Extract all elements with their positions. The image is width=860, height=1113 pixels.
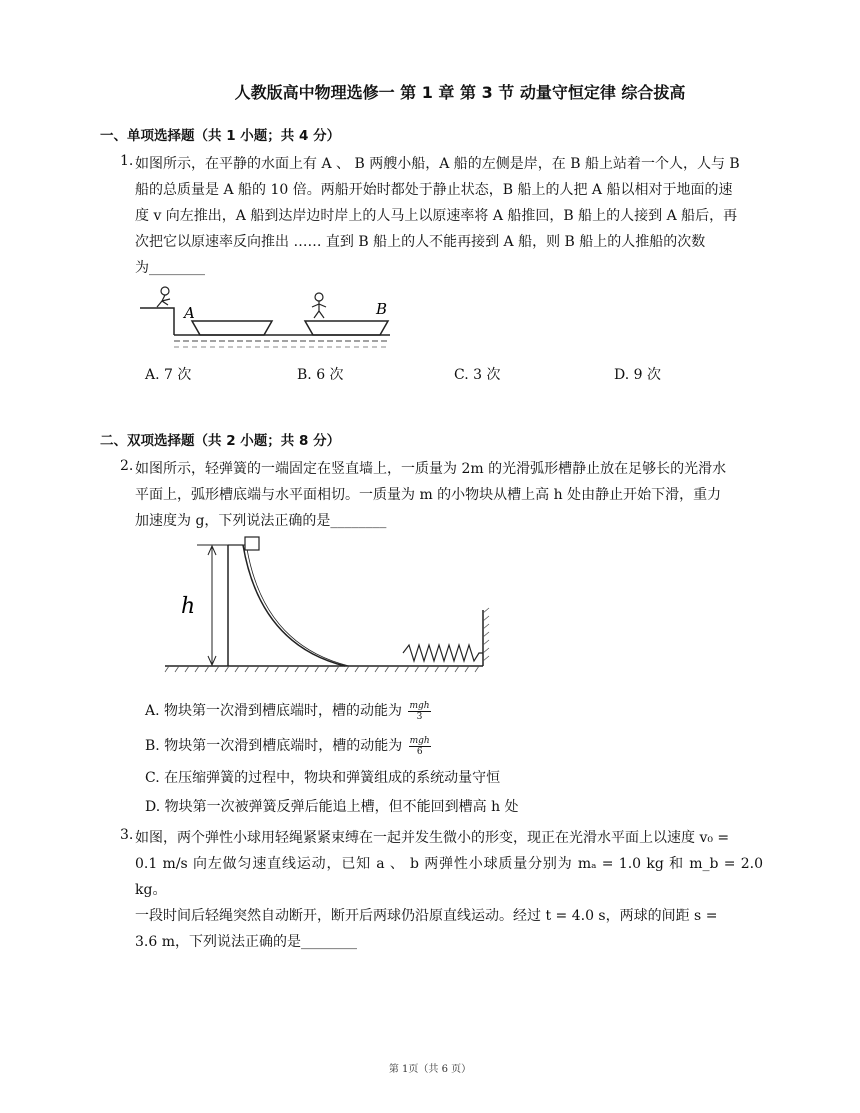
option-a[interactable] — [145, 700, 431, 722]
question-line: 船的总质量是 A 船的 10 倍。两船开始时都处于静止状态，B 船上的人把 A 船以相对于地面的速 — [135, 182, 733, 198]
question-line: 次把它以原速率反向推出 …… 直到 B 船上的人不能再接到 A 船，则 B 船上的人推船的次数 — [135, 234, 706, 250]
fraction — [409, 736, 431, 757]
option-a-text: A. 物块第一次滑到槽底端时，槽的动能为 — [145, 703, 403, 719]
question-line: 3.6 m，下列说法正确的是________ — [135, 934, 357, 950]
question-2-text — [135, 456, 763, 534]
question-line: 0.1 m/s 向左做匀速直线运动，已知 a 、 b 两弹性小球质量分别为 mₐ = 1.0 kg 和 m_b = 2.0 kg。 — [135, 856, 763, 898]
question-3-text — [135, 825, 763, 955]
question-1-text — [135, 151, 763, 281]
question-number: 2. — [120, 458, 134, 474]
option-d[interactable]: D. 9 次 — [614, 367, 661, 383]
question-number: 3. — [120, 827, 134, 843]
fraction — [408, 701, 430, 722]
slope-spring-figure — [165, 535, 490, 675]
boat-b-label: B — [376, 300, 388, 318]
question-number: 1. — [120, 153, 134, 169]
question-line: 一段时间后轻绳突然自动断开，断开后两球仍沿原直线运动。经过 t = 4.0 s，两球的间距 s = — [135, 908, 718, 924]
section-heading-single-choice: 一、单项选择题（共 1 小题；共 4 分） — [100, 128, 341, 144]
height-label: h — [181, 594, 196, 619]
option-b-text: B. 物块第一次滑到槽底端时，槽的动能为 — [145, 738, 403, 754]
option-d[interactable]: D. 物块第一次被弹簧反弹后能追上槽，但不能回到槽高 h 处 — [145, 799, 519, 815]
option-c[interactable]: C. 3 次 — [454, 367, 501, 383]
option-b[interactable] — [145, 735, 431, 757]
option-b[interactable]: B. 6 次 — [297, 367, 344, 383]
question-line: 如图所示，在平静的水面上有 A 、 B 两艘小船，A 船的左侧是岸，在 B 船上站着一个人，人与 B — [135, 156, 740, 172]
fraction-numerator: mgh — [409, 735, 430, 746]
option-a[interactable]: A. 7 次 — [145, 367, 192, 383]
section-heading-double-choice: 二、双项选择题（共 2 小题；共 8 分） — [100, 433, 341, 449]
fraction-numerator: mgh — [409, 700, 430, 711]
question-line: 平面上，弧形槽底端与水平面相切。一质量为 m 的小物块从槽上高 h 处由静止开始下滑，重力 — [135, 487, 722, 503]
fraction-denominator: 6 — [416, 746, 423, 757]
boats-figure — [140, 285, 400, 355]
question-line: 如图所示，轻弹簧的一端固定在竖直墙上，一质量为 2m 的光滑弧形槽静止放在足够长的光滑水 — [135, 461, 727, 477]
question-line: 度 v 向左推出，A 船到达岸边时岸上的人马上以原速率将 A 船推回，B 船上的人接到 A 船后，再 — [135, 208, 738, 224]
page-title: 人教版高中物理选修一 第 1 章 第 3 节 动量守恒定律 综合拔高 — [234, 83, 686, 102]
question-line: 为________ — [135, 260, 205, 276]
question-line: 如图，两个弹性小球用轻绳紧紧束缚在一起并发生微小的形变，现正在光滑水平面上以速度 v₀ = — [135, 830, 730, 846]
question-line: 加速度为 g，下列说法正确的是________ — [135, 513, 387, 529]
fraction-denominator: 3 — [416, 711, 423, 722]
option-c[interactable]: C. 在压缩弹簧的过程中，物块和弹簧组成的系统动量守恒 — [145, 770, 501, 786]
boat-a-label: A — [184, 304, 195, 322]
page-footer: 第 1页（共 6 页） — [388, 1064, 472, 1075]
